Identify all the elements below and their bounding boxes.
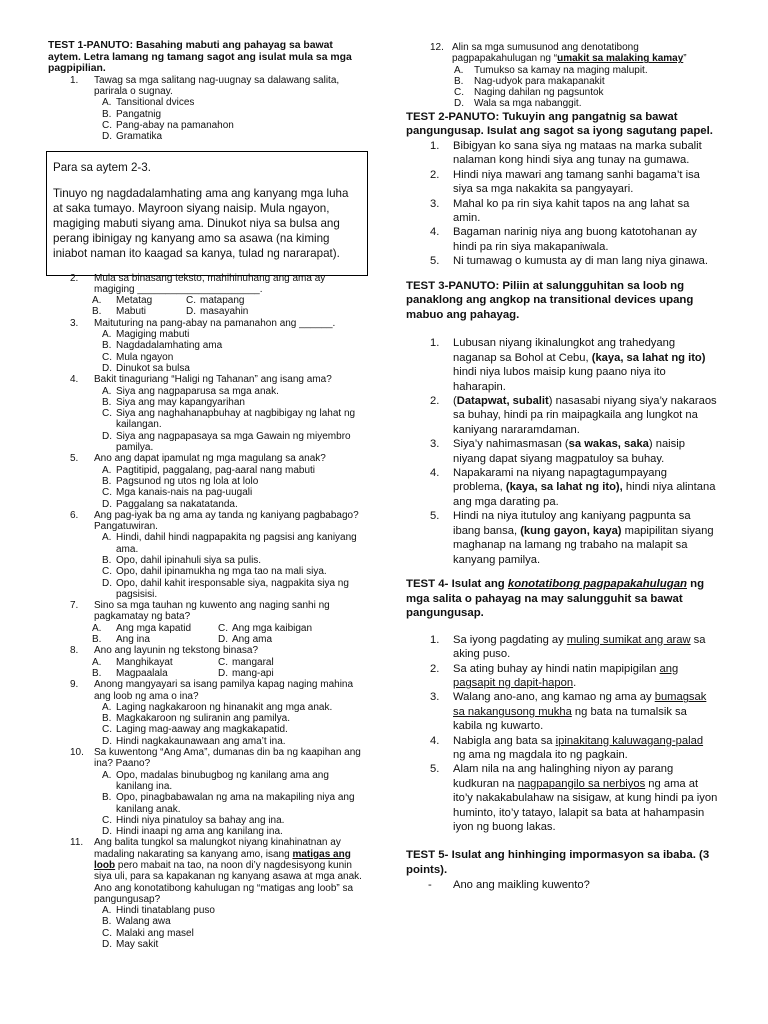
option-c (48, 724, 364, 735)
q8-options-row2 (48, 668, 364, 679)
option-text: Mabuti (116, 306, 147, 318)
question-4 (48, 374, 364, 385)
item-text: Ano ang maikling kuwento? (453, 878, 590, 891)
option-text: Gramatika (116, 131, 163, 143)
option-letter: B. (92, 306, 102, 318)
option-c (48, 487, 364, 498)
test3-item (406, 394, 718, 437)
item-number: 3. (430, 197, 440, 210)
option-text: Hindi, dahil hindi nagpapakita ng pagsisi ang kaniyang ama. (116, 532, 357, 555)
question-text-part: Alin sa mga sumusunod ang denotatibong pagpapakahulugan ng “ (452, 42, 639, 65)
option-letter: C. (102, 927, 112, 939)
underlined-phrase: nagpapangilo sa nerbiyos (517, 777, 646, 790)
test5-item (406, 878, 718, 892)
item-text: Nabigla ang bata sa (453, 734, 556, 747)
option-letter: A. (92, 622, 102, 634)
option-text: Malaki ang masel (116, 927, 194, 939)
option-text: Hindi inaapi ng ama ang kanilang ina. (116, 826, 283, 838)
question-text: Ano ang layunin ng tekstong binasa? (94, 645, 259, 657)
item-text: Alam nila na ang halinghing niyon ay parang kudkuran na (453, 763, 674, 790)
option-b (48, 713, 364, 724)
option-text: Tumukso sa kamay na maging malupit. (474, 64, 648, 76)
q7-options-row1 (48, 623, 364, 634)
choice-bold: (kaya, sa lahat ng ito) (591, 351, 706, 364)
option-text: Opo, pinagbabawalan ng ama na makapiling niya ang kanilang anak. (116, 792, 355, 815)
option-b (48, 916, 364, 927)
question-1 (48, 75, 364, 98)
option-letter: B. (92, 634, 102, 646)
item-number: 2. (430, 168, 440, 181)
option-text: May sakit (116, 939, 159, 951)
option-c (48, 928, 364, 939)
question-text: Maituturing na pang-abay na pamanahon ang ______. (94, 317, 336, 329)
question-12-block (406, 42, 718, 110)
option-text: Opo, madalas binubugbog ng kanilang ama ang kanilang ina. (116, 769, 329, 792)
option-c (48, 352, 364, 363)
option-letter: C. (454, 87, 464, 99)
test3-item (406, 437, 718, 466)
option-letter: D. (102, 430, 112, 442)
item-number: 1. (430, 139, 440, 152)
option-d (48, 431, 364, 454)
question-text: Mula sa binasang teksto, mahihinuhang ang ama ay magiging ______________________. (94, 272, 326, 295)
option-letter: B. (102, 713, 112, 725)
question-number: 3. (70, 317, 79, 329)
item-number: 2. (430, 662, 440, 675)
q12-options (406, 65, 718, 110)
option-c (48, 566, 364, 577)
item-text: hindi niya alintana ang mga darating pa. (453, 481, 716, 508)
option-text: Tansitional dvices (116, 97, 195, 109)
item-text: mapipilitan siyang maghanap na lamang ng trabaho na malapit sa kanyang pamilya. (453, 524, 714, 566)
item-text: Napakarami na niyang napagtagumpayang problema, (453, 467, 667, 494)
item-number: 4. (430, 734, 440, 747)
item-text: ng bata na tumalsik sa kabila ng kuwarto. (453, 705, 687, 733)
test2-header: TEST 2-PANUTO: Tukuyin ang pangatnig sa bawat pangungusap. Isulat ang sagot sa iyong sagutang papel. (406, 110, 713, 138)
test2-item (406, 254, 718, 268)
question-11 (48, 837, 364, 905)
option-letter: A. (102, 329, 112, 341)
option-letter: D. (102, 735, 112, 747)
option-letter: D. (218, 667, 228, 679)
test4-item (406, 690, 718, 733)
test3-list (406, 336, 718, 567)
test2-item (406, 139, 718, 168)
option-d (48, 578, 364, 601)
question-7 (48, 600, 364, 623)
option-text: Wala sa mga nabanggit. (474, 98, 582, 110)
option-letter: D. (186, 306, 196, 318)
question-number: 2. (70, 272, 79, 284)
item-text: Sa ating buhay ay hindi natin mapipigilan (453, 662, 660, 675)
option-letter: C. (218, 656, 228, 668)
option-letter: A. (102, 905, 112, 917)
q3-options (48, 329, 364, 374)
q2-options-row2 (48, 306, 364, 317)
option-a (48, 532, 364, 555)
option-d (48, 736, 364, 747)
choice-bold: Datapwat, subalit (456, 395, 549, 408)
underlined-phrase: ipinakitang kaluwagang-palad (555, 734, 704, 747)
item-text: ) nasasabi niyang siya’y nakaraos sa buhay, hindi pa rin maipagkaila ang lungkot na kaniyang nararamdaman. (453, 395, 717, 436)
question-5 (48, 453, 364, 464)
choice-bold: (kaya, sa lahat ng ito), (505, 481, 623, 494)
option-letter: D. (102, 498, 112, 510)
right-column (406, 40, 718, 892)
question-number: 7. (70, 600, 79, 612)
option-b (48, 555, 364, 566)
option-letter: D. (454, 98, 464, 110)
option-letter: C. (102, 408, 112, 420)
left-column (48, 40, 364, 950)
option-text: Siya ang nagpaparusa sa mga anak. (116, 385, 279, 397)
option-text: Hindi tinatablang puso (116, 905, 215, 917)
passage-body: Tinuyo ng nagdadalamhating ama ang kanyang mga luha at saka tumayo. Mayroon siyang naisip. Mula ngayon, magiging mabuti siyang ama. Dinukot niya sa bulsa ang perang ibinigay ng kanyang amo sa asawa (na kiming iniabot naman ito kaagad sa kanya, tulad ng nararapat). (53, 186, 349, 260)
item-text: Bagaman narinig niya ang buong katotohanan ay hindi pa rin siya makapaniwala. (453, 226, 697, 253)
option-letter: C. (102, 814, 112, 826)
option-text: Manghikayat (116, 656, 173, 668)
option-c (48, 120, 364, 131)
option-text: Hindi niya pinatuloy sa bahay ang ina. (116, 814, 285, 826)
reading-passage-box (46, 151, 368, 276)
option-letter: B. (102, 340, 112, 352)
option-d (48, 939, 364, 950)
option-d (48, 499, 364, 510)
item-text: Bibigyan ko sana siya ng mataas na marka subalit nalaman kong hindi siya ang tunay na gumawa. (453, 139, 702, 167)
option-text: mangaral (232, 656, 274, 668)
underlined-phrase: ang pagsapit ng dapit-hapon (453, 662, 679, 689)
question-text-part: pero mabait na tao, na noon di’y nagdesisyong kunin siya uli, para sa kapakanan ng kanyang asawa at mga anak. Ano ang konotatibong kahulugan ng “matigas ang loob” sa pangungusap? (94, 860, 362, 905)
question-text: Anong mangyayari sa isang pamilya kapag naging mahina ang loob ng ama o ina? (94, 679, 354, 702)
option-text: Magpaalala (116, 667, 168, 679)
item-text: Walang ano-ano, ang kamao ng ama ay (453, 691, 655, 704)
option-text: Ang mga kapatid (116, 622, 192, 634)
option-letter: B. (102, 396, 112, 408)
option-text: Ang ina (116, 634, 150, 646)
question-text (452, 42, 718, 65)
option-text: Opo, dahil kahit iresponsable siya, nagpakita siya ng pagsisisi. (116, 577, 349, 600)
option-letter: B. (454, 75, 464, 87)
option-a (48, 770, 364, 793)
q11-options (48, 905, 364, 950)
option-letter: B. (102, 554, 112, 566)
item-text: sa aking puso. (453, 633, 706, 661)
option-text: Magkakaroon ng suliranin ang pamilya. (116, 713, 290, 725)
item-text: ng ama at ito’y nakakabulahaw na sisigaw, at kung hindi pa iyon huminto, ito’y tatayo, lalapit sa bata at hahampasin iyon ng buong lakas. (453, 777, 718, 833)
q4-options (48, 386, 364, 454)
option-text: Mga kanais-nais na pag-uugali (116, 487, 253, 499)
option-letter: D. (218, 634, 228, 646)
question-number: 4. (70, 374, 79, 386)
option-text: Opo, dahil ipinamukha ng mga tao na mali siya. (116, 566, 327, 578)
item-text: hindi niya lubos maisip kung paano niya ito haharapin. (453, 366, 666, 393)
option-text: Naging dahilan ng pagsuntok (474, 87, 604, 99)
option-letter: A. (102, 385, 112, 397)
header-part: ng mga salita o pahayag na may salungguhit sa bawat pangungusap. (406, 577, 705, 620)
question-number: 5. (70, 453, 79, 465)
question-12 (406, 42, 718, 65)
option-letter: A. (102, 97, 112, 109)
option-d (48, 363, 364, 374)
option-d (48, 826, 364, 837)
item-number: 3. (430, 438, 440, 451)
underlined-phrase: bumagsak sa nakangusong mukha (453, 691, 707, 718)
item-text: Sa iyong pagdating ay (453, 633, 567, 646)
question-text-part: ” (683, 53, 687, 65)
question-8 (48, 645, 364, 656)
option-a (48, 386, 364, 397)
option-text: Ang mga kaibigan (232, 622, 313, 634)
test4-item (406, 633, 718, 662)
option-letter: D. (102, 826, 112, 838)
underlined-phrase: umakit sa malaking kamay (557, 53, 684, 65)
option-c (406, 87, 718, 98)
question-number: 12. (430, 42, 444, 53)
option-text: Laging mag-aaway ang magkakapatid. (116, 724, 288, 736)
option-a (48, 905, 364, 916)
question-10 (48, 747, 364, 770)
question-text: Tawag sa mga salitang nag-uugnay sa dalawang salita, parirala o sugnay. (94, 74, 340, 98)
option-text: matapang (200, 295, 245, 307)
test2-item (406, 225, 718, 254)
item-text: ) naisip niyang dapat siyang magpatuloy sa buhay. (453, 438, 685, 465)
option-d (48, 131, 364, 142)
question-number: 9. (70, 679, 79, 691)
option-text: Paggalang sa nakatatanda. (116, 498, 238, 510)
option-text: Metatag (116, 295, 153, 307)
option-letter: D. (102, 577, 112, 589)
option-text: Magiging mabuti (116, 329, 190, 341)
test2-item (406, 168, 718, 197)
option-text: Siya ang may kapangyarihan (116, 396, 245, 408)
option-letter: B. (102, 475, 112, 487)
choice-bold: sa wakas, saka (568, 438, 649, 451)
choice-bold: (kung gayon, kaya) (520, 524, 622, 537)
option-letter: A. (102, 532, 112, 544)
option-text: Walang awa (116, 916, 171, 928)
option-text: Siya ang naghahanapbuhay at nagbibigay ng lahat ng kailangan. (116, 408, 356, 431)
option-letter: D. (102, 131, 112, 143)
option-letter: B. (92, 667, 102, 679)
item-number: 4. (430, 226, 440, 239)
q8-options-row1 (48, 657, 364, 668)
item-text: Hindi niya mawari ang tamang sanhi bagama’t isa siya sa mga nakakita sa pangyayari. (453, 168, 700, 196)
option-b (48, 476, 364, 487)
bullet-dash: - (428, 878, 432, 891)
test2-item (406, 197, 718, 226)
option-letter: A. (92, 656, 102, 668)
option-letter: B. (102, 108, 112, 120)
option-letter: C. (102, 724, 112, 736)
option-b (48, 340, 364, 351)
option-text: Dinukot sa bulsa (116, 362, 190, 374)
test4-header (406, 577, 718, 621)
option-letter: D. (102, 939, 112, 951)
test3-item (406, 466, 718, 509)
item-number: 2. (430, 395, 440, 408)
passage-heading: Para sa aytem 2-3. (53, 160, 151, 174)
item-text: Lubusan niyang ikinalungkot ang trahedyang naganap sa Bohol at Cebu, (453, 337, 676, 364)
option-text: Pagtitipid, paggalang, pag-aaral nang mabuti (116, 464, 316, 476)
option-text: Siya ang nagpapasaya sa mga Gawain ng miyembro pamilya. (116, 430, 351, 454)
test5-header: TEST 5- Isulat ang hinhinging impormasyon sa ibaba. (3 points). (406, 849, 710, 876)
option-text: Ang ama (232, 634, 273, 646)
option-text: mang-api (232, 667, 274, 679)
question-text: Bakit tinaguriang “Haligi ng Tahanan” ang isang ama? (94, 374, 332, 386)
question-number: 10. (70, 747, 84, 759)
option-text: Pang-abay na pamanahon (116, 119, 234, 131)
option-letter: C. (218, 622, 228, 634)
underlined-phrase: muling sumikat ang araw (566, 633, 691, 646)
option-b (406, 76, 718, 87)
question-text: Sino sa mga tauhan ng kuwento ang naging sanhi ng pagkamatay ng bata? (94, 600, 330, 623)
test4-list (406, 633, 718, 835)
option-text: Pangatnig (116, 108, 162, 120)
option-b (48, 109, 364, 120)
underlined-phrase: matigas ang loob (94, 848, 351, 871)
question-text (94, 837, 364, 905)
test1-header: TEST 1-PANUTO: Basahing mabuti ang pahayag sa bawat aytem. Letra lamang ng tamang sagot ang isulat mula sa mga pagpipilian. (48, 40, 352, 75)
test4-item (406, 762, 718, 834)
q10-options (48, 770, 364, 838)
item-number: 5. (430, 510, 440, 523)
option-letter: A. (102, 464, 112, 476)
option-a (48, 329, 364, 340)
option-text: Pagsunod ng utos ng lola at lolo (116, 475, 259, 487)
option-text: Mula ngayon (116, 351, 174, 363)
item-number: 4. (430, 467, 440, 480)
q5-options (48, 465, 364, 510)
item-number: 5. (430, 763, 440, 776)
test3-item (406, 509, 718, 567)
option-text: Opo, dahil ipinahuli siya sa pulis. (116, 554, 262, 566)
item-text: Siya’y nahimasmasan ( (453, 438, 569, 451)
option-c (48, 408, 364, 431)
item-number: 3. (430, 691, 440, 704)
option-letter: C. (102, 566, 112, 578)
question-text: Ano ang dapat ipamulat ng mga magulang sa anak? (94, 453, 326, 465)
option-b (48, 397, 364, 408)
option-text: Nag-udyok para makapanakit (474, 75, 605, 87)
question-6 (48, 510, 364, 533)
question-text-part: Ang balita tungkol sa malungkot niyang kinahinatnan ay madaling nakarating sa kanyang amo, isang (94, 837, 341, 860)
question-number: 1. (70, 74, 79, 86)
question-text: Ang pag-iyak ba ng ama ay tanda ng kaniyang pagbabago? Pangatuwiran. (94, 509, 359, 533)
option-text: Nagdadalamhating ama (116, 340, 223, 352)
item-number: 5. (430, 255, 440, 268)
option-letter: C. (102, 351, 112, 363)
option-text: Laging nagkakaroon ng hinanakit ang mga anak. (116, 701, 333, 713)
test4-item (406, 734, 718, 763)
test3-item (406, 336, 718, 394)
question-9 (48, 679, 364, 702)
question-3 (48, 318, 364, 329)
item-number: 1. (430, 633, 440, 646)
question-text: Sa kuwentong “Ang Ama”, dumanas din ba ng kaapihan ang ina? Paano? (94, 747, 361, 770)
option-b (48, 792, 364, 815)
item-number: 1. (430, 337, 440, 350)
q7-options-row2 (48, 634, 364, 645)
option-text: Hindi nagkakaunawaan ang ama’t ina. (116, 735, 286, 747)
option-letter: C. (102, 119, 112, 131)
option-text: masayahin (200, 306, 249, 318)
option-letter: C. (102, 487, 112, 499)
question-number: 8. (70, 645, 79, 657)
option-a (48, 465, 364, 476)
option-letter: D. (102, 362, 112, 374)
item-text: Mahal ko pa rin siya kahit tapos na ang lahat sa amin. (453, 197, 690, 224)
option-letter: A. (92, 295, 102, 307)
option-a (48, 702, 364, 713)
test3-header: TEST 3-PANUTO: Piliin at salungguhitan sa loob ng panaklong ang angkop na transitional devices upang mabuo ang pahayag. (406, 279, 694, 321)
test2-list (406, 139, 718, 269)
item-text: Ni tumawag o kumusta ay di man lang niya ginawa. (453, 255, 708, 268)
option-letter: A. (102, 701, 112, 713)
option-d (406, 98, 718, 109)
item-text: . (573, 676, 577, 689)
q9-options (48, 702, 364, 747)
option-letter: A. (102, 769, 112, 781)
q6-options (48, 532, 364, 600)
option-letter: A. (454, 64, 464, 76)
option-a (48, 97, 364, 108)
question-number: 11. (70, 837, 84, 849)
q2-options-row1 (48, 295, 364, 306)
header-part: TEST 4- Isulat ang (406, 577, 508, 590)
question-number: 6. (70, 509, 79, 521)
item-text: ng ama ng magdala ito ng pagkain. (453, 748, 628, 761)
header-emphasis: konotatibong pagpapakahulugan (507, 577, 687, 590)
item-text: ( (453, 395, 457, 408)
option-a (406, 65, 718, 76)
option-letter: B. (102, 792, 112, 804)
option-letter: C. (186, 295, 196, 307)
option-c (48, 815, 364, 826)
question-2 (48, 273, 364, 296)
q1-options (48, 97, 364, 142)
item-text: Hindi na niya itutuloy ang kaniyang pagpunta sa ibang bansa, (453, 510, 691, 537)
test4-item (406, 662, 718, 691)
option-letter: B. (102, 916, 112, 928)
